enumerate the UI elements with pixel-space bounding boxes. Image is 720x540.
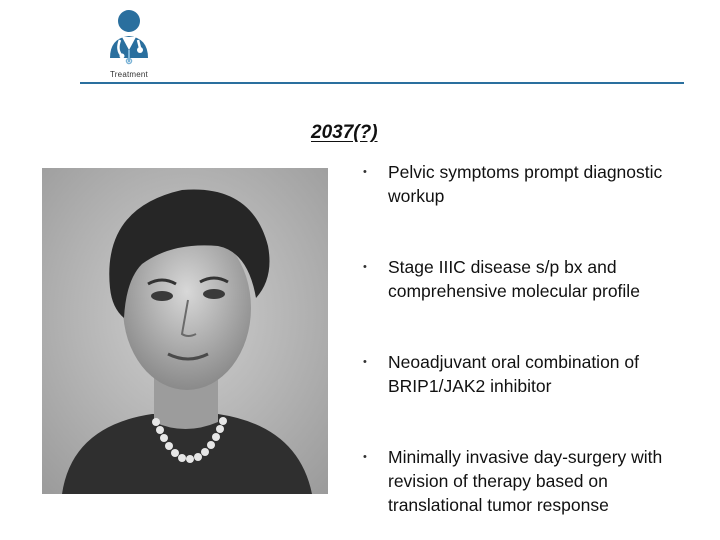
- bullet-text: Minimally invasive day-surgery with revision of therapy based on translational tumor response: [388, 447, 663, 515]
- bullet-dot-icon: •: [363, 166, 367, 178]
- bullet-dot-icon: •: [363, 451, 367, 463]
- bullet-dot-icon: •: [363, 261, 367, 273]
- bullet-text: Stage IIIC disease s/p bx and comprehensive molecular profile: [388, 257, 640, 301]
- doctor-stethoscope-icon: [102, 6, 156, 66]
- bullet-text: Neoadjuvant oral combination of BRIP1/JAK2 inhibitor: [388, 352, 639, 396]
- portrait-photo: [42, 168, 328, 494]
- slide-title: 2037(?): [311, 122, 378, 143]
- treatment-logo: [98, 6, 160, 80]
- bullet-item: [360, 255, 690, 303]
- header-divider: [80, 82, 684, 84]
- bullet-list: [360, 160, 690, 517]
- bullet-item: [360, 160, 690, 208]
- portrait-image: [42, 168, 328, 494]
- bullet-item: [360, 445, 690, 517]
- bullet-item: [360, 350, 690, 398]
- bullet-dot-icon: •: [363, 356, 367, 368]
- bullet-text: Pelvic symptoms prompt diagnostic workup: [388, 162, 663, 206]
- logo-label: Treatment: [110, 70, 148, 79]
